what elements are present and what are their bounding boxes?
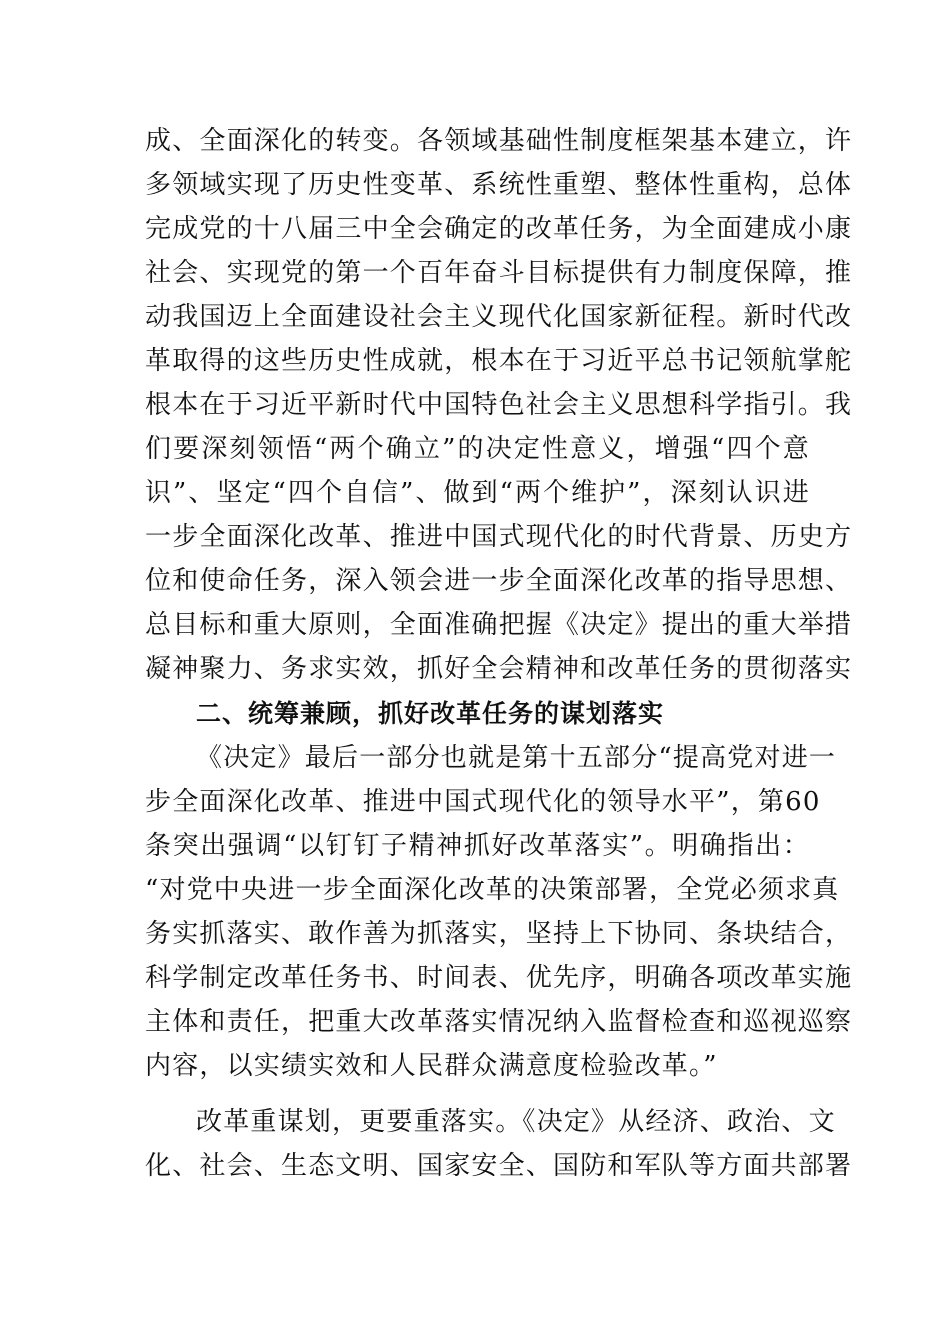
paragraph-2-line: 《决定》最后一部分也就是第十五部分“提高党对进一	[196, 743, 837, 773]
paragraph-1-line: 识”、坚定“四个自信”、做到“两个维护”，深刻认识进	[145, 478, 810, 508]
paragraph-1-line: 们要深刻领悟“两个确立”的决定性意义，增强“四个意	[145, 434, 810, 464]
paragraph-1-line: 动我国迈上全面建设社会主义现代化国家新征程。新时代改	[145, 302, 853, 332]
paragraph-2-line: 条突出强调“以钉钉子精神抓好改革落实”。明确指出：	[145, 831, 810, 861]
paragraph-1-line: 位和使命任务，深入领会进一步全面深化改革的指导思想、	[145, 566, 853, 596]
paragraph-3-line: 改革重谋划，更要重落实。《决定》从经济、政治、文	[196, 1107, 836, 1137]
paragraph-2-line: 步全面深化改革、推进中国式现代化的领导水平”，第60	[145, 787, 821, 817]
paragraph-1-line: 社会、实现党的第一个百年奋斗目标提供有力制度保障，推	[145, 258, 853, 288]
section-heading: 二、统筹兼顾，抓好改革任务的谋划落实	[196, 699, 665, 728]
paragraph-3-line: 化、社会、生态文明、国家安全、国防和军队等方面共部署	[145, 1151, 853, 1181]
paragraph-2-line: 主体和责任，把重大改革落实情况纳入监督检查和巡视巡察	[145, 1007, 853, 1037]
paragraph-1-line: 凝神聚力、务求实效，抓好全会精神和改革任务的贯彻落实	[145, 654, 853, 684]
paragraph-1-line: 总目标和重大原则，全面准确把握《决定》提出的重大举措	[145, 610, 853, 640]
paragraph-2-line: 务实抓落实、敢作善为抓落实，坚持上下协同、条块结合，	[145, 919, 853, 949]
paragraph-1-line: 革取得的这些历史性成就，根本在于习近平总书记领航掌舵	[145, 346, 853, 376]
paragraph-2-line: 科学制定改革任务书、时间表、优先序，明确各项改革实施	[145, 963, 853, 993]
paragraph-1-line: 多领域实现了历史性变革、系统性重塑、整体性重构，总体	[145, 170, 853, 200]
paragraph-1-line: 成、全面深化的转变。各领域基础性制度框架基本建立，许	[145, 126, 853, 156]
paragraph-2-line: “对党中央进一步全面深化改革的决策部署，全党必须求真	[145, 875, 840, 905]
paragraph-2-line: 内容，以实绩实效和人民群众满意度检验改革。”	[145, 1051, 718, 1081]
paragraph-1-line: 一步全面深化改革、推进中国式现代化的时代背景、历史方	[145, 522, 853, 552]
paragraph-1-line: 完成党的十八届三中全会确定的改革任务，为全面建成小康	[145, 214, 853, 244]
paragraph-1-line: 根本在于习近平新时代中国特色社会主义思想科学指引。我	[145, 390, 853, 420]
